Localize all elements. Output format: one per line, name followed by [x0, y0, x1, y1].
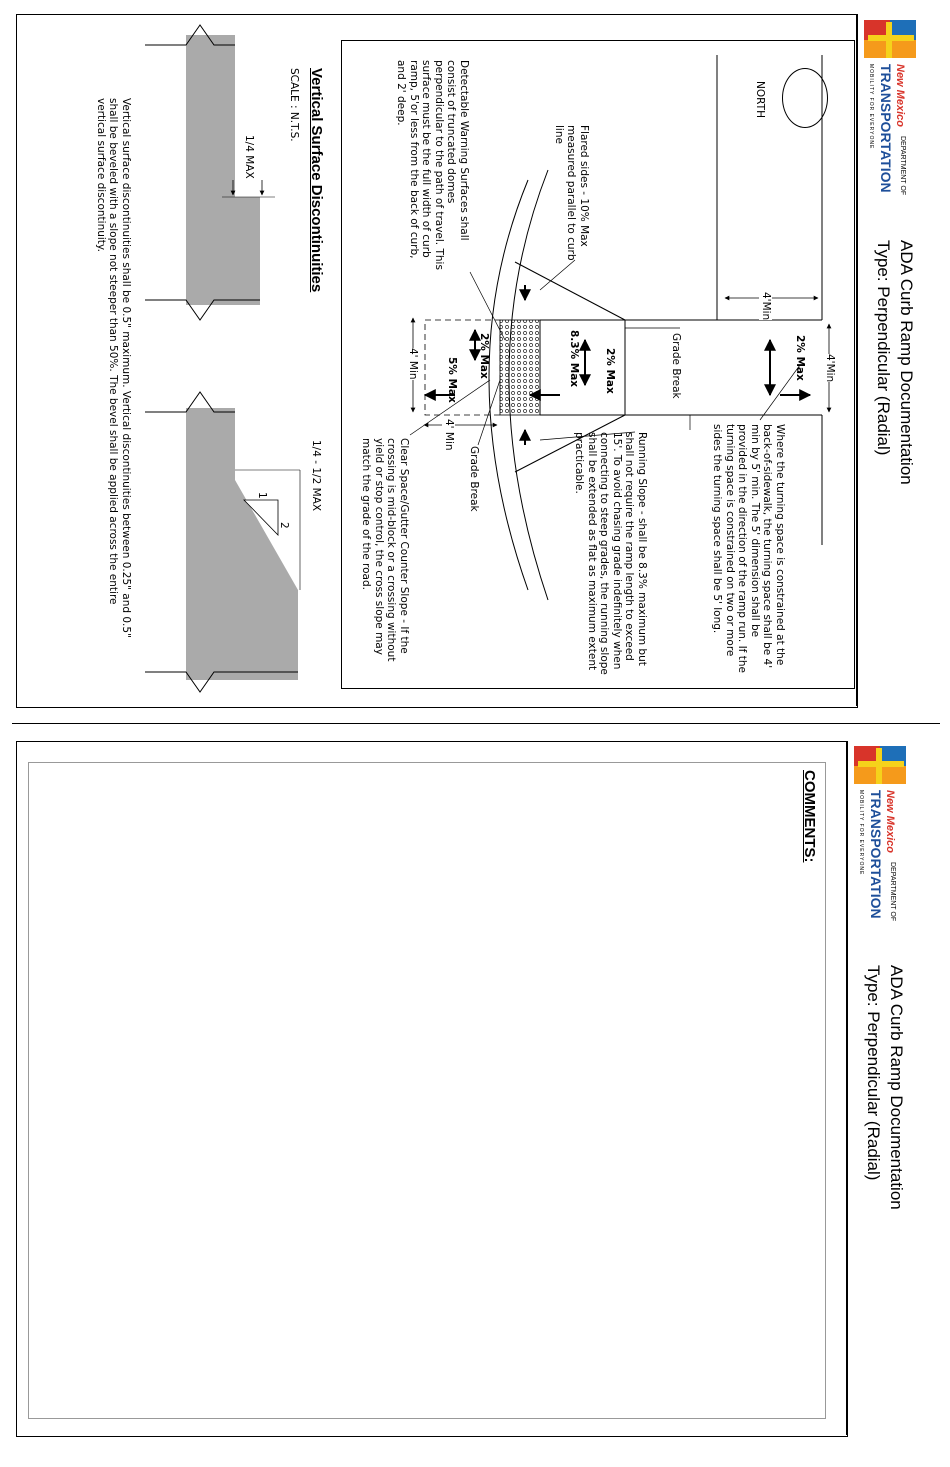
north-label: NORTH: [754, 81, 766, 118]
logo-tagline: MOBILITY FOR EVERYONE: [868, 64, 874, 150]
comments-box[interactable]: [28, 762, 826, 1419]
note-detectable-warning: Detectable Warning Surfaces shall consist of truncated domes perpendicular to the path of travel. This surface must be the full width of curb ramp, 5'or less from the back of curb, and 2' deep.: [395, 60, 470, 270]
note-clear-space: Clear Space/Gutter Counter Slope - If the crossing is mid-block or a crossing without yield or stop control, the cross slope may match the grade of the road.: [360, 438, 410, 662]
note-turning-space: Where the turning space is constrained at the back-of-sidewalk, the turning space shall be 4' min by 5' min. The 5' dimension shall be provided in the direction of the ramp run. If the turning space is constrained on two or more sides the turning space shall be 5' long.: [711, 424, 786, 673]
header-subtitle: Type: Perpendicular (Radial): [874, 240, 893, 456]
header-title-2: ADA Curb Ramp Documentation: [887, 965, 906, 1210]
vsd-ratio-2: 2: [278, 522, 290, 529]
logo2-line1: New Mexico: [884, 790, 896, 853]
note-running-slope: Running Slope - shall be 8.3% maximum but shall not require the ramp length to exceed 15'. To avoid chasing grade indefinitely when connecting to steep grades, the running slope shall be extended as flat as maximum extent practicable.: [573, 432, 648, 675]
dim-4min-vertical: 4'Min: [824, 354, 836, 383]
header-subtitle-2: Type: Perpendicular (Radial): [864, 965, 883, 1181]
header-title: ADA Curb Ramp Documentation: [897, 240, 916, 485]
logo-line1: New Mexico: [894, 64, 906, 127]
grade-break-label-2: Grade Break: [468, 446, 480, 512]
page-separator: [12, 723, 940, 724]
vsd-description: Vertical surface discontinuities shall be 0.5" maximum. Vertical discontinuities between 0.25" and 0.5" shall be beveled with a slope not steeper than 50%. The bevel shall be applied across the entire vertical surface discontinuity.: [94, 98, 132, 638]
vsd-quarter-max: 1/4 MAX: [243, 135, 255, 179]
vsd-title: Vertical Surface Discontinuities: [308, 68, 325, 293]
vsd-ratio-1: 1: [256, 492, 268, 499]
slope-5max: 5% Max: [446, 357, 458, 403]
slope-ramp-83max: 8.3% Max: [568, 330, 580, 388]
logo2-line3: TRANSPORTATION: [868, 790, 884, 919]
grade-break-label-1: Grade Break: [670, 333, 682, 399]
comments-label: COMMENTS:: [801, 770, 818, 863]
dim-4min-bottom: 4' Min: [443, 419, 455, 451]
logo2-line2: DEPARTMENT OF: [889, 862, 896, 922]
dim-4min-horizontal: 4'Min: [760, 292, 772, 321]
note-flared-sides: Flared sides - 10% Max measured parallel to curb line: [552, 125, 590, 261]
curb-ramp-plan-drawing: [0, 0, 950, 720]
slope-gutter-2max: 2% Max: [478, 333, 490, 379]
slope-ramp-2max: 2% Max: [604, 348, 616, 394]
dim-4min-clear: 4' Min: [407, 348, 419, 380]
logo2-tagline: MOBILITY FOR EVERYONE: [858, 790, 864, 876]
vsd-scale: SCALE : N.T.S.: [288, 68, 300, 142]
slope-landing-2max: 2% Max: [794, 335, 806, 381]
nmdot-logo-2: [852, 744, 910, 939]
logo-line2: DEPARTMENT OF: [899, 136, 906, 196]
logo-line3: TRANSPORTATION: [878, 64, 894, 193]
vsd-half-max: 1/4 - 1/2 MAX: [310, 440, 322, 512]
